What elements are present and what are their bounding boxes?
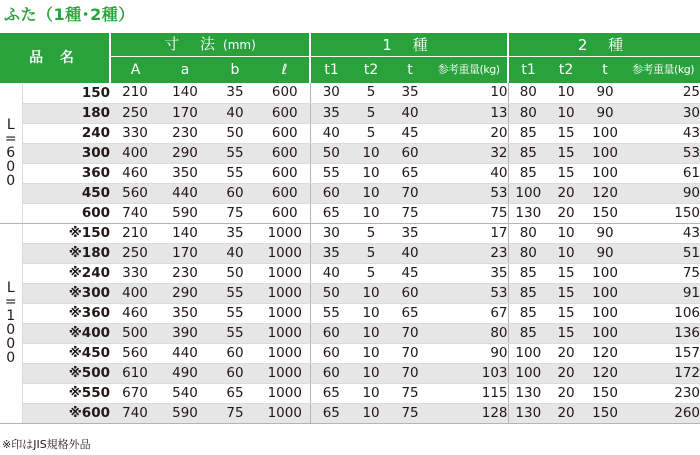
type2-t1: 100 <box>508 363 548 383</box>
type2-t: 90 <box>584 223 626 243</box>
dim-b: 50 <box>210 123 260 143</box>
dim-a: 440 <box>160 183 210 203</box>
header-dim: 寸 法(mm) <box>110 33 310 57</box>
type2-weight: 25 <box>626 83 700 103</box>
length-group-label: L=600 <box>0 83 22 223</box>
dim-b: 55 <box>210 143 260 163</box>
type2-t1: 85 <box>508 323 548 343</box>
dim-l: 1000 <box>260 383 310 403</box>
type2-t2: 20 <box>548 343 584 363</box>
item-name: ※500 <box>22 363 110 383</box>
table-row <box>0 203 700 223</box>
dim-a: 170 <box>160 243 210 263</box>
type2-t1: 130 <box>508 383 548 403</box>
type2-weight: 51 <box>626 243 700 263</box>
dim-l: 1000 <box>260 263 310 283</box>
type1-t: 65 <box>390 303 430 323</box>
type1-t: 35 <box>390 83 430 103</box>
type1-t1: 65 <box>310 403 352 423</box>
type1-t1: 30 <box>310 83 352 103</box>
type1-t2: 10 <box>352 163 390 183</box>
dim-b: 60 <box>210 343 260 363</box>
type1-weight: 40 <box>430 163 508 183</box>
type2-t: 90 <box>584 103 626 123</box>
dim-A: 330 <box>110 123 160 143</box>
type1-t: 75 <box>390 383 430 403</box>
type2-t1: 80 <box>508 243 548 263</box>
type1-t: 45 <box>390 263 430 283</box>
type1-t1: 60 <box>310 343 352 363</box>
type1-t2: 5 <box>352 243 390 263</box>
type1-t2: 10 <box>352 323 390 343</box>
dim-A: 250 <box>110 103 160 123</box>
type1-weight: 115 <box>430 383 508 403</box>
item-name: 450 <box>22 183 110 203</box>
type1-t1: 40 <box>310 263 352 283</box>
type1-weight: 128 <box>430 403 508 423</box>
dim-a: 590 <box>160 203 210 223</box>
dim-l: 1000 <box>260 223 310 243</box>
type1-weight: 67 <box>430 303 508 323</box>
type2-t: 100 <box>584 143 626 163</box>
table-row <box>0 383 700 403</box>
table-row <box>0 103 700 123</box>
type2-t2: 10 <box>548 243 584 263</box>
type2-t1: 85 <box>508 303 548 323</box>
type2-t: 100 <box>584 263 626 283</box>
type2-t2: 20 <box>548 383 584 403</box>
dim-b: 40 <box>210 243 260 263</box>
type2-weight: 106 <box>626 303 700 323</box>
dim-l: 600 <box>260 163 310 183</box>
dim-a: 390 <box>160 323 210 343</box>
type1-t: 40 <box>390 103 430 123</box>
col-b: b <box>210 57 260 84</box>
dim-b: 40 <box>210 103 260 123</box>
type2-t: 150 <box>584 203 626 223</box>
dim-A: 400 <box>110 143 160 163</box>
type2-t1: 85 <box>508 283 548 303</box>
type1-t: 70 <box>390 343 430 363</box>
dim-a: 440 <box>160 343 210 363</box>
dim-A: 740 <box>110 203 160 223</box>
type1-weight: 90 <box>430 343 508 363</box>
spec-table <box>0 33 700 424</box>
type1-t: 60 <box>390 283 430 303</box>
dim-b: 35 <box>210 223 260 243</box>
type1-t: 70 <box>390 323 430 343</box>
type1-t: 45 <box>390 123 430 143</box>
dim-b: 55 <box>210 323 260 343</box>
type1-t2: 10 <box>352 203 390 223</box>
dim-b: 65 <box>210 383 260 403</box>
type2-weight: 136 <box>626 323 700 343</box>
col-A: A <box>110 57 160 84</box>
dim-A: 740 <box>110 403 160 423</box>
dim-A: 210 <box>110 83 160 103</box>
type2-t1: 85 <box>508 123 548 143</box>
dim-A: 500 <box>110 323 160 343</box>
table-row <box>0 143 700 163</box>
type2-t: 120 <box>584 183 626 203</box>
item-name: ※600 <box>22 403 110 423</box>
type2-weight: 30 <box>626 103 700 123</box>
type2-t2: 15 <box>548 303 584 323</box>
type1-t1: 65 <box>310 203 352 223</box>
type2-weight: 43 <box>626 223 700 243</box>
type2-t1: 100 <box>508 343 548 363</box>
type2-t: 100 <box>584 303 626 323</box>
item-name: ※150 <box>22 223 110 243</box>
col-t2-type1: t2 <box>352 57 390 84</box>
type2-weight: 91 <box>626 283 700 303</box>
table-row <box>0 223 700 243</box>
type2-t2: 15 <box>548 263 584 283</box>
type1-t2: 5 <box>352 123 390 143</box>
col-t1-type2: t1 <box>508 57 548 84</box>
dim-A: 460 <box>110 303 160 323</box>
dim-a: 490 <box>160 363 210 383</box>
item-name: ※300 <box>22 283 110 303</box>
type2-t: 100 <box>584 123 626 143</box>
type1-t2: 10 <box>352 303 390 323</box>
type2-t2: 15 <box>548 323 584 343</box>
dim-A: 210 <box>110 223 160 243</box>
type2-t1: 85 <box>508 263 548 283</box>
col-t2-type2: t2 <box>548 57 584 84</box>
type2-weight: 150 <box>626 203 700 223</box>
type1-weight: 75 <box>430 203 508 223</box>
spec-table-body <box>0 83 700 423</box>
length-group-label: L=1000 <box>0 223 22 423</box>
type1-t1: 65 <box>310 383 352 403</box>
type1-t2: 5 <box>352 263 390 283</box>
table-row <box>0 343 700 363</box>
dim-b: 55 <box>210 283 260 303</box>
type1-weight: 53 <box>430 283 508 303</box>
type1-weight: 17 <box>430 223 508 243</box>
col-weight-type2: 参考重量(kg) <box>626 57 700 84</box>
type1-weight: 35 <box>430 263 508 283</box>
type1-t: 35 <box>390 223 430 243</box>
dim-A: 250 <box>110 243 160 263</box>
type1-t: 75 <box>390 403 430 423</box>
page-title: ふた（1種･2種） <box>4 5 135 24</box>
dim-A: 560 <box>110 343 160 363</box>
type1-t1: 35 <box>310 243 352 263</box>
type2-t2: 20 <box>548 363 584 383</box>
type1-weight: 32 <box>430 143 508 163</box>
table-row <box>0 243 700 263</box>
type1-t: 70 <box>390 183 430 203</box>
dim-a: 170 <box>160 103 210 123</box>
type2-t: 120 <box>584 363 626 383</box>
table-row <box>0 183 700 203</box>
type1-t2: 5 <box>352 103 390 123</box>
type1-t2: 10 <box>352 143 390 163</box>
type1-t2: 10 <box>352 283 390 303</box>
dim-b: 55 <box>210 303 260 323</box>
type2-t1: 80 <box>508 223 548 243</box>
dim-l: 600 <box>260 203 310 223</box>
type2-t1: 100 <box>508 183 548 203</box>
dim-a: 290 <box>160 283 210 303</box>
dim-b: 50 <box>210 263 260 283</box>
type1-t1: 60 <box>310 183 352 203</box>
col-t1-type1: t1 <box>310 57 352 84</box>
dim-b: 35 <box>210 83 260 103</box>
item-name: ※180 <box>22 243 110 263</box>
type2-t1: 80 <box>508 83 548 103</box>
col-a: a <box>160 57 210 84</box>
type2-weight: 53 <box>626 143 700 163</box>
table-row <box>0 303 700 323</box>
type1-t1: 60 <box>310 323 352 343</box>
type2-t1: 85 <box>508 163 548 183</box>
type1-t: 70 <box>390 363 430 383</box>
dim-a: 230 <box>160 123 210 143</box>
item-name: 360 <box>22 163 110 183</box>
type2-t: 150 <box>584 383 626 403</box>
type2-t2: 20 <box>548 183 584 203</box>
dim-A: 560 <box>110 183 160 203</box>
dim-b: 75 <box>210 403 260 423</box>
dim-A: 610 <box>110 363 160 383</box>
type1-t2: 10 <box>352 183 390 203</box>
item-name: ※240 <box>22 263 110 283</box>
table-row <box>0 123 700 143</box>
type1-weight: 10 <box>430 83 508 103</box>
type1-t2: 5 <box>352 223 390 243</box>
dim-b: 75 <box>210 203 260 223</box>
col-t-type1: t <box>390 57 430 84</box>
type2-t2: 15 <box>548 283 584 303</box>
item-name: ※450 <box>22 343 110 363</box>
dim-a: 140 <box>160 83 210 103</box>
type1-t1: 60 <box>310 363 352 383</box>
type2-t2: 10 <box>548 83 584 103</box>
type2-t1: 130 <box>508 403 548 423</box>
dim-l: 600 <box>260 103 310 123</box>
table-row <box>0 283 700 303</box>
type2-weight: 157 <box>626 343 700 363</box>
header-type1: 1 種 <box>310 33 508 57</box>
type1-weight: 13 <box>430 103 508 123</box>
table-row <box>0 263 700 283</box>
dim-l: 1000 <box>260 243 310 263</box>
type2-t2: 10 <box>548 103 584 123</box>
item-name: ※360 <box>22 303 110 323</box>
type1-t1: 50 <box>310 143 352 163</box>
dim-A: 330 <box>110 263 160 283</box>
dim-l: 600 <box>260 123 310 143</box>
type2-weight: 90 <box>626 183 700 203</box>
table-row <box>0 83 700 103</box>
type1-weight: 80 <box>430 323 508 343</box>
type1-weight: 103 <box>430 363 508 383</box>
type2-t1: 85 <box>508 143 548 163</box>
dim-a: 590 <box>160 403 210 423</box>
type1-weight: 23 <box>430 243 508 263</box>
type1-t2: 10 <box>352 343 390 363</box>
type2-t2: 15 <box>548 163 584 183</box>
type2-t: 100 <box>584 323 626 343</box>
table-row <box>0 403 700 423</box>
dim-l: 1000 <box>260 363 310 383</box>
type2-t2: 10 <box>548 223 584 243</box>
type2-weight: 230 <box>626 383 700 403</box>
dim-l: 600 <box>260 143 310 163</box>
table-row <box>0 163 700 183</box>
type1-t1: 35 <box>310 103 352 123</box>
dim-l: 1000 <box>260 303 310 323</box>
type1-t1: 40 <box>310 123 352 143</box>
type2-weight: 61 <box>626 163 700 183</box>
type2-t: 100 <box>584 283 626 303</box>
type2-t2: 20 <box>548 203 584 223</box>
item-name: 180 <box>22 103 110 123</box>
type1-t2: 5 <box>352 83 390 103</box>
type2-t: 90 <box>584 83 626 103</box>
item-name: 150 <box>22 83 110 103</box>
dim-l: 600 <box>260 183 310 203</box>
dim-l: 1000 <box>260 343 310 363</box>
type2-t2: 15 <box>548 143 584 163</box>
type2-weight: 260 <box>626 403 700 423</box>
table-row <box>0 363 700 383</box>
item-name: 600 <box>22 203 110 223</box>
type2-t2: 20 <box>548 403 584 423</box>
dim-l: 600 <box>260 83 310 103</box>
item-name: ※400 <box>22 323 110 343</box>
header-name: 品 名 <box>0 33 110 83</box>
type2-t1: 130 <box>508 203 548 223</box>
dim-b: 55 <box>210 163 260 183</box>
type1-t: 40 <box>390 243 430 263</box>
dim-a: 140 <box>160 223 210 243</box>
dim-l: 1000 <box>260 323 310 343</box>
col-weight-type1: 参考重量(kg) <box>430 57 508 84</box>
type1-t: 60 <box>390 143 430 163</box>
type2-t2: 15 <box>548 123 584 143</box>
type2-weight: 75 <box>626 263 700 283</box>
item-name: 240 <box>22 123 110 143</box>
dim-l: 1000 <box>260 403 310 423</box>
dim-a: 230 <box>160 263 210 283</box>
dim-A: 460 <box>110 163 160 183</box>
dim-b: 60 <box>210 363 260 383</box>
dim-a: 540 <box>160 383 210 403</box>
type1-t1: 55 <box>310 303 352 323</box>
dim-A: 670 <box>110 383 160 403</box>
type1-weight: 53 <box>430 183 508 203</box>
type1-t2: 10 <box>352 363 390 383</box>
type1-t1: 50 <box>310 283 352 303</box>
type1-t1: 30 <box>310 223 352 243</box>
footnote: ※印はJIS規格外品 <box>2 438 91 451</box>
dim-a: 350 <box>160 303 210 323</box>
dim-a: 290 <box>160 143 210 163</box>
col-l: ℓ <box>260 57 310 84</box>
type2-weight: 43 <box>626 123 700 143</box>
type2-t: 90 <box>584 243 626 263</box>
type1-t: 65 <box>390 163 430 183</box>
type1-weight: 20 <box>430 123 508 143</box>
dim-a: 350 <box>160 163 210 183</box>
col-t-type2: t <box>584 57 626 84</box>
item-name: 300 <box>22 143 110 163</box>
type2-t: 120 <box>584 343 626 363</box>
type2-t1: 80 <box>508 103 548 123</box>
type2-t: 150 <box>584 403 626 423</box>
header-type2: 2 種 <box>508 33 700 57</box>
type1-t2: 10 <box>352 383 390 403</box>
type2-weight: 172 <box>626 363 700 383</box>
type2-t: 100 <box>584 163 626 183</box>
type1-t2: 10 <box>352 403 390 423</box>
table-row <box>0 323 700 343</box>
dim-b: 60 <box>210 183 260 203</box>
type1-t: 75 <box>390 203 430 223</box>
item-name: ※550 <box>22 383 110 403</box>
dim-l: 1000 <box>260 283 310 303</box>
dim-A: 400 <box>110 283 160 303</box>
type1-t1: 55 <box>310 163 352 183</box>
